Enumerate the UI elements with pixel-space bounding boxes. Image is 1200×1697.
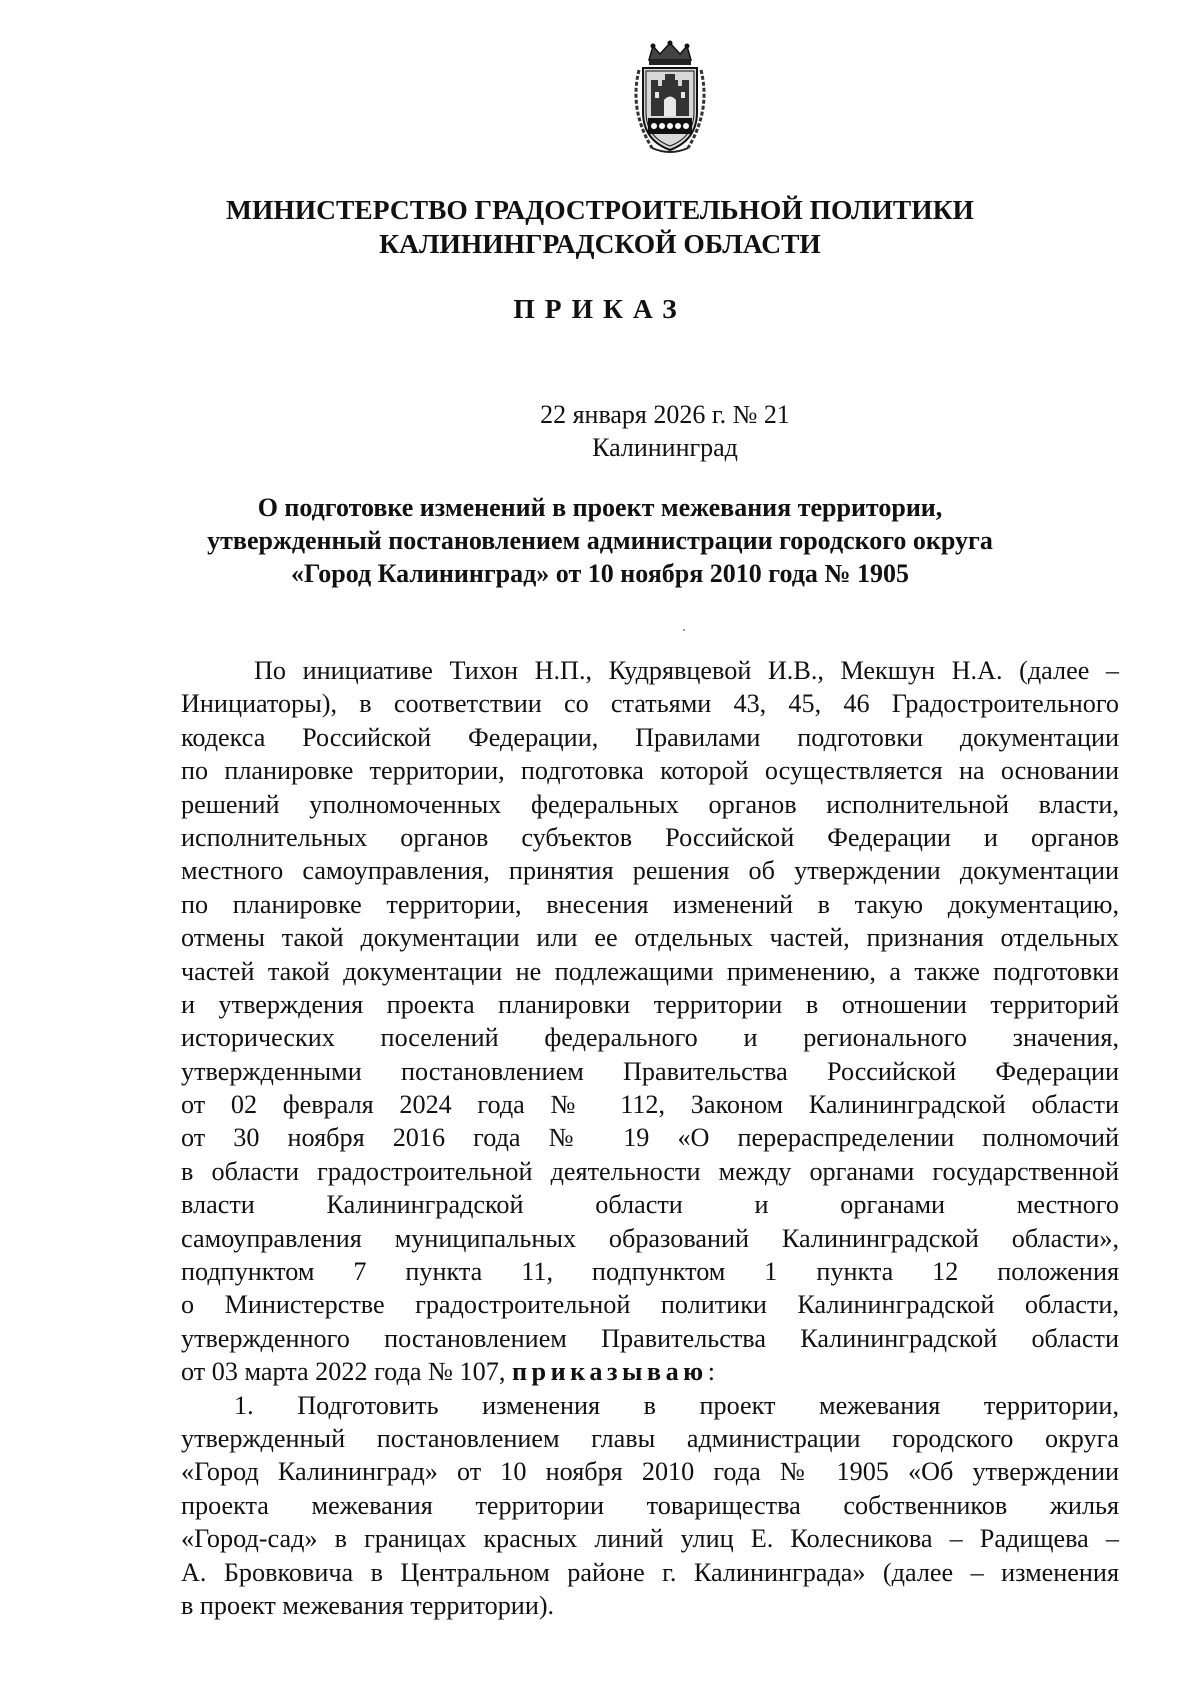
body-line: кодекса Российской Федерации, Правилами подготовки документации	[181, 722, 1119, 752]
ministry-name-line1: МИНИСТЕРСТВО ГРАДОСТРОИТЕЛЬНОЙ ПОЛИТИКИ	[226, 194, 974, 225]
body-line: проекта межевания территории товарищества собственников жилья	[181, 1490, 1119, 1520]
subject-line1: О подготовке изменений в проект межевания территории,	[257, 493, 943, 522]
body-line: от 30 ноября 2016 года № 19 «О перераспределении полномочий	[181, 1123, 1119, 1153]
body-line: о Министерстве градостроительной политики Калининградской области,	[181, 1290, 1119, 1320]
body-line: По инициативе Тихон Н.П., Кудрявцевой И.В., Мекшун Н.А. (далее –	[254, 656, 1119, 685]
subject-line3: «Город Калининград» от 10 ноября 2010 года № 1905	[291, 559, 909, 588]
scan-speck	[683, 629, 685, 631]
body-line: от 02 февраля 2024 года № 112, Законом Калининградской области	[181, 1090, 1119, 1120]
body-line: решений уполномоченных федеральных органов исполнительной власти,	[181, 789, 1119, 819]
kaliningrad-coat-of-arms-icon	[627, 40, 713, 156]
subject-line2: утвержденный постановлением администрации городского округа	[207, 526, 993, 555]
body-line: и утверждения проекта планировки территории в отношении территорий	[181, 989, 1119, 1019]
body-line: исторических поселений федерального и регионального значения,	[181, 1023, 1119, 1053]
body-line: частей такой документации не подлежащими применению, а также подготовки	[181, 956, 1119, 986]
body-line: в проект межевания территории).	[181, 1590, 555, 1620]
document-body	[181, 654, 1119, 1622]
body-line: самоуправления муниципальных образований Калининградской области»,	[181, 1223, 1119, 1253]
body-line: утвержденный постановлением главы администрации городского округа	[181, 1423, 1119, 1453]
order-word: приказываю	[511, 1357, 708, 1387]
body-line: местного самоуправления, принятия решения об утверждении документации	[181, 856, 1119, 886]
body-line: утвержденного постановлением Правительства Калининградской области	[181, 1323, 1119, 1353]
body-line: отмены такой документации или ее отдельных частей, признания отдельных	[181, 923, 1119, 953]
body-line: исполнительных органов субъектов Российской Федерации и органов	[181, 822, 1119, 852]
date-block	[530, 398, 800, 464]
body-line: власти Калининградской области и органами местного	[181, 1190, 1119, 1220]
body-line-order	[181, 1355, 1119, 1388]
body-line: в области градостроительной деятельности между органами государственной	[181, 1156, 1119, 1186]
body-line: по планировке территории, внесения изменений в такую документацию,	[181, 889, 1119, 919]
body-line: «Город-сад» в границах красных линий улиц Е. Колесникова – Радищева –	[181, 1524, 1119, 1554]
body-line: Инициаторы), в соответствии со статьями 43, 45, 46 Градостроительного	[181, 689, 1119, 719]
body-line: А. Бровковича в Центральном районе г. Калининграда» (далее – изменения	[181, 1557, 1119, 1587]
ministry-name-line2: КАЛИНИНГРАДСКОЙ ОБЛАСТИ	[379, 228, 821, 259]
body-line: подпунктом 7 пункта 11, подпунктом 1 пункта 12 положения	[181, 1257, 1119, 1287]
body-line: 1. Подготовить изменения в проект межевания территории,	[234, 1390, 1119, 1420]
ministry-name	[0, 193, 1200, 261]
document-type: ПРИКАЗ	[513, 293, 687, 324]
body-line-text: от 03 марта 2022 года № 107,	[181, 1357, 506, 1387]
order-colon: :	[707, 1357, 715, 1387]
date-and-number: 22 января 2026 г. № 21	[540, 400, 790, 429]
body-line: «Город Калининград» от 10 ноября 2010 года № 1905 «Об утверждении	[181, 1457, 1119, 1487]
body-line: по планировке территории, подготовка которой осуществляется на основании	[181, 756, 1119, 786]
body-line: утвержденными постановлением Правительства Российской Федерации	[181, 1056, 1119, 1086]
city: Калининград	[592, 433, 738, 462]
document-subject	[0, 491, 1200, 590]
